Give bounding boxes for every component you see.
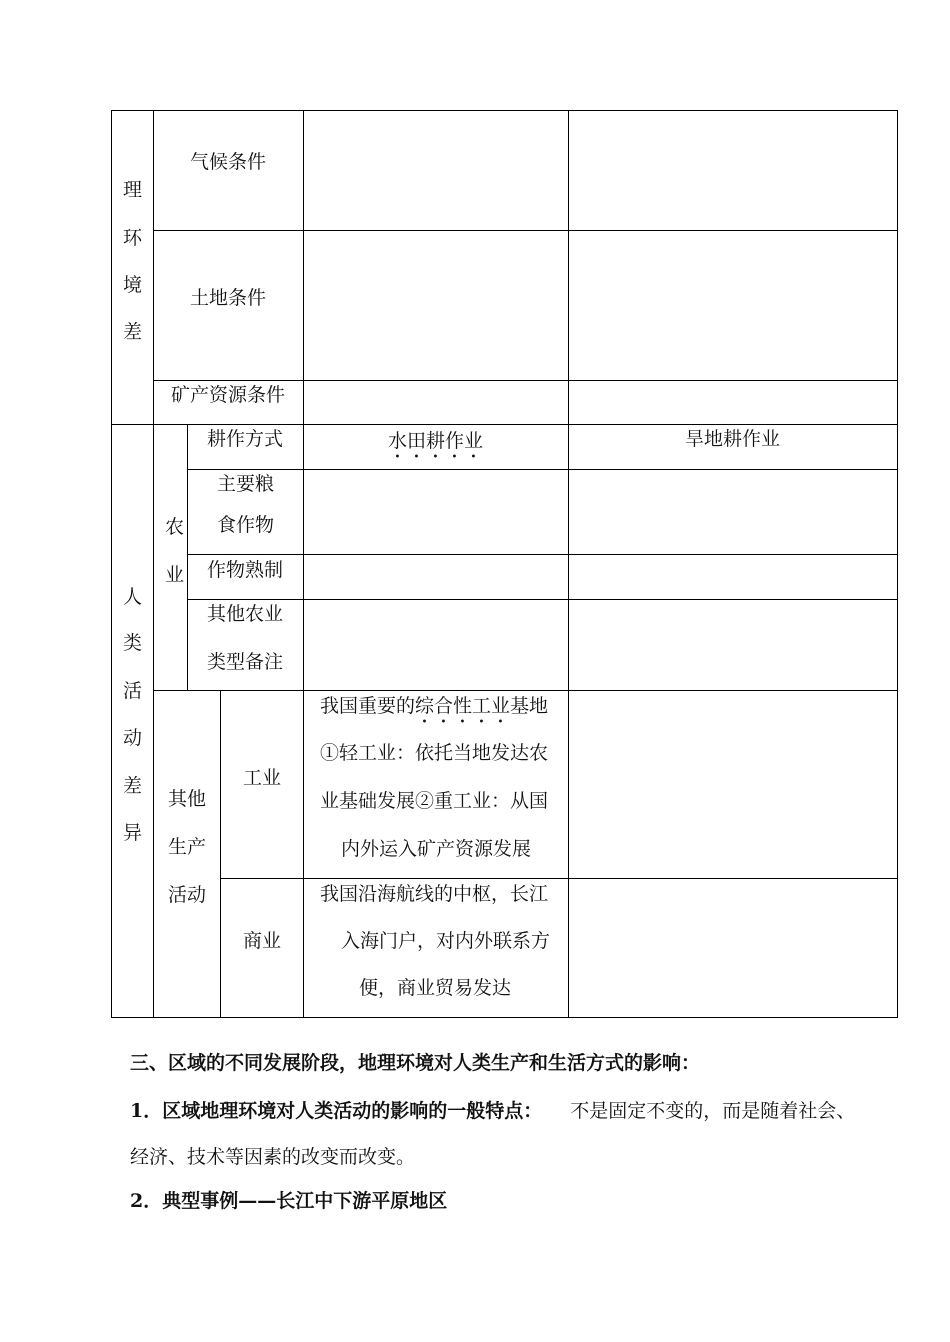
- grid-line: [153, 110, 154, 1018]
- grid-line: [187, 424, 188, 691]
- other-production-label: 活动: [168, 884, 207, 906]
- grid-line: [303, 110, 304, 1018]
- land-label: 土地条件: [190, 287, 267, 309]
- farming-method-label: 耕作方式: [207, 428, 284, 450]
- mineral-label: 矿产资源条件: [171, 384, 286, 406]
- human-label-char: 活: [123, 680, 143, 702]
- section3-heading: 三、区域的不同发展阶段，地理环境对人类生产和生活方式的影响：: [130, 1052, 701, 1074]
- agriculture-label-char: 业: [165, 564, 185, 586]
- grid-line: [897, 110, 898, 1018]
- main-crops-label: 食作物: [217, 514, 275, 536]
- human-label-char: 动: [123, 727, 143, 749]
- grid-line: [111, 1017, 898, 1018]
- geo-label-char: 环: [123, 227, 143, 249]
- grid-line: [187, 469, 898, 470]
- grid-line: [187, 554, 898, 555]
- climate-label: 气候条件: [190, 151, 267, 173]
- grid-line: [220, 690, 221, 1018]
- agriculture-label-char: 农: [165, 516, 185, 538]
- grid-line: [220, 878, 898, 879]
- point1-continued: 经济、技术等因素的改变而改变。: [130, 1146, 416, 1168]
- commerce-text-line: 我国沿海航线的中枢，长江: [320, 883, 549, 905]
- grid-line: [153, 230, 898, 231]
- grid-line: [111, 110, 112, 1018]
- other-agri-label: 其他农业: [207, 603, 284, 625]
- point2: 2．典型事例——长江中下游平原地区: [130, 1190, 448, 1212]
- geo-label-char: 境: [123, 274, 143, 296]
- grid-line: [153, 690, 898, 691]
- industry-text-line: 业基础发展②重工业：从国: [320, 790, 549, 812]
- industry-text-line: 内外运入矿产资源发展: [341, 838, 532, 860]
- industry-text-line: ①轻工业：依托当地发达农: [320, 742, 549, 764]
- geo-label-char: 差: [123, 321, 143, 343]
- crop-maturity-label: 作物熟制: [207, 559, 284, 581]
- other-production-label: 生产: [168, 836, 207, 858]
- human-label-char: 异: [123, 822, 143, 844]
- commerce-label: 商业: [243, 930, 282, 952]
- paddy-header: 水田耕作业: [388, 430, 484, 452]
- point1: 1．区域地理环境对人类活动的影响的一般特点： 不是固定不变的，而是随着社会、: [130, 1100, 856, 1122]
- other-agri-label: 类型备注: [207, 651, 284, 673]
- main-crops-label: 主要粮: [217, 473, 275, 495]
- grid-line: [568, 110, 569, 1018]
- dryland-header: 旱地耕作业: [685, 428, 781, 450]
- human-label-char: 差: [123, 775, 143, 797]
- industry-text-line: 我国重要的综合性工业基地: [320, 695, 549, 717]
- commerce-text-line: 入海门户，对内外联系方: [341, 930, 551, 952]
- grid-line: [153, 380, 898, 381]
- human-label-char: 类: [123, 632, 143, 654]
- commerce-text-line: 便，商业贸易发达: [359, 977, 512, 999]
- industry-label: 工业: [243, 767, 282, 789]
- grid-line: [187, 599, 898, 600]
- grid-line: [111, 424, 898, 425]
- human-label-char: 人: [123, 586, 143, 608]
- geo-label-char: 理: [123, 179, 143, 201]
- other-production-label: 其他: [168, 788, 207, 810]
- grid-line: [111, 110, 898, 111]
